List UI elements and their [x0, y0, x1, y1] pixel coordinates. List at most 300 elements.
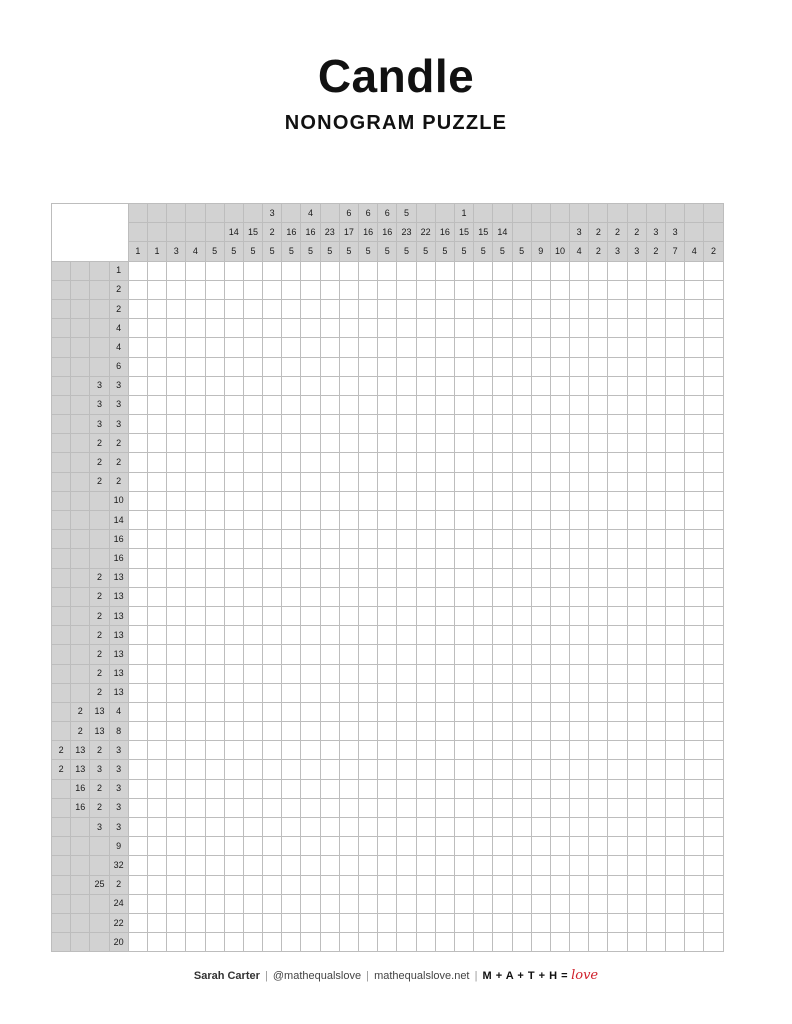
grid-cell[interactable]	[128, 913, 147, 932]
grid-cell[interactable]	[263, 779, 282, 798]
grid-cell[interactable]	[493, 376, 512, 395]
grid-cell[interactable]	[147, 606, 166, 625]
grid-cell[interactable]	[167, 722, 186, 741]
grid-cell[interactable]	[243, 472, 262, 491]
grid-cell[interactable]	[493, 587, 512, 606]
grid-cell[interactable]	[531, 856, 550, 875]
grid-cell[interactable]	[627, 933, 646, 952]
grid-cell[interactable]	[531, 453, 550, 472]
grid-cell[interactable]	[627, 606, 646, 625]
grid-cell[interactable]	[589, 606, 608, 625]
grid-cell[interactable]	[435, 549, 454, 568]
grid-cell[interactable]	[550, 741, 569, 760]
grid-cell[interactable]	[167, 818, 186, 837]
grid-cell[interactable]	[531, 913, 550, 932]
puzzle-row[interactable]	[52, 299, 724, 318]
puzzle-row[interactable]	[52, 606, 724, 625]
grid-cell[interactable]	[570, 299, 589, 318]
grid-cell[interactable]	[454, 530, 473, 549]
grid-cell[interactable]	[186, 280, 205, 299]
grid-cell[interactable]	[224, 875, 243, 894]
grid-cell[interactable]	[263, 702, 282, 721]
grid-cell[interactable]	[186, 760, 205, 779]
grid-cell[interactable]	[186, 894, 205, 913]
grid-cell[interactable]	[435, 626, 454, 645]
grid-cell[interactable]	[186, 568, 205, 587]
grid-cell[interactable]	[627, 280, 646, 299]
grid-cell[interactable]	[512, 626, 531, 645]
grid-cell[interactable]	[550, 376, 569, 395]
grid-cell[interactable]	[320, 683, 339, 702]
grid-cell[interactable]	[435, 280, 454, 299]
grid-cell[interactable]	[243, 511, 262, 530]
grid-cell[interactable]	[301, 722, 320, 741]
grid-cell[interactable]	[243, 933, 262, 952]
grid-cell[interactable]	[685, 933, 704, 952]
grid-cell[interactable]	[282, 395, 301, 414]
grid-cell[interactable]	[512, 798, 531, 817]
grid-cell[interactable]	[493, 606, 512, 625]
grid-cell[interactable]	[704, 683, 723, 702]
grid-cell[interactable]	[512, 568, 531, 587]
puzzle-row[interactable]	[52, 434, 724, 453]
grid-cell[interactable]	[570, 549, 589, 568]
grid-cell[interactable]	[627, 856, 646, 875]
grid-cell[interactable]	[531, 779, 550, 798]
grid-cell[interactable]	[570, 664, 589, 683]
grid-cell[interactable]	[320, 606, 339, 625]
nonogram-table[interactable]	[51, 203, 724, 952]
grid-cell[interactable]	[454, 645, 473, 664]
grid-cell[interactable]	[243, 798, 262, 817]
grid-cell[interactable]	[474, 530, 493, 549]
grid-cell[interactable]	[589, 415, 608, 434]
grid-cell[interactable]	[454, 626, 473, 645]
grid-cell[interactable]	[416, 453, 435, 472]
grid-cell[interactable]	[320, 453, 339, 472]
grid-cell[interactable]	[608, 837, 627, 856]
grid-cell[interactable]	[608, 798, 627, 817]
grid-cell[interactable]	[474, 280, 493, 299]
grid-cell[interactable]	[666, 818, 685, 837]
grid-cell[interactable]	[320, 664, 339, 683]
grid-cell[interactable]	[186, 434, 205, 453]
grid-cell[interactable]	[435, 606, 454, 625]
grid-cell[interactable]	[704, 645, 723, 664]
grid-cell[interactable]	[128, 280, 147, 299]
grid-cell[interactable]	[263, 683, 282, 702]
grid-cell[interactable]	[378, 280, 397, 299]
grid-cell[interactable]	[704, 357, 723, 376]
grid-cell[interactable]	[685, 280, 704, 299]
grid-cell[interactable]	[359, 549, 378, 568]
grid-cell[interactable]	[550, 722, 569, 741]
grid-cell[interactable]	[186, 645, 205, 664]
grid-cell[interactable]	[454, 395, 473, 414]
grid-cell[interactable]	[397, 837, 416, 856]
grid-cell[interactable]	[685, 511, 704, 530]
grid-cell[interactable]	[301, 875, 320, 894]
grid-cell[interactable]	[282, 683, 301, 702]
grid-cell[interactable]	[147, 434, 166, 453]
grid-cell[interactable]	[627, 837, 646, 856]
grid-cell[interactable]	[205, 568, 224, 587]
grid-cell[interactable]	[263, 913, 282, 932]
grid-cell[interactable]	[627, 434, 646, 453]
grid-cell[interactable]	[493, 702, 512, 721]
grid-cell[interactable]	[205, 933, 224, 952]
grid-cell[interactable]	[493, 722, 512, 741]
grid-cell[interactable]	[454, 434, 473, 453]
grid-cell[interactable]	[550, 511, 569, 530]
grid-cell[interactable]	[147, 376, 166, 395]
grid-cell[interactable]	[627, 472, 646, 491]
grid-cell[interactable]	[320, 837, 339, 856]
grid-cell[interactable]	[570, 779, 589, 798]
grid-cell[interactable]	[627, 261, 646, 280]
grid-cell[interactable]	[167, 415, 186, 434]
grid-cell[interactable]	[263, 606, 282, 625]
grid-cell[interactable]	[627, 664, 646, 683]
grid-cell[interactable]	[359, 511, 378, 530]
grid-cell[interactable]	[359, 376, 378, 395]
grid-cell[interactable]	[550, 299, 569, 318]
grid-cell[interactable]	[416, 645, 435, 664]
grid-cell[interactable]	[589, 511, 608, 530]
puzzle-row[interactable]	[52, 760, 724, 779]
grid-cell[interactable]	[320, 818, 339, 837]
grid-cell[interactable]	[474, 568, 493, 587]
grid-cell[interactable]	[493, 913, 512, 932]
grid-cell[interactable]	[320, 319, 339, 338]
grid-cell[interactable]	[531, 760, 550, 779]
grid-cell[interactable]	[589, 357, 608, 376]
grid-cell[interactable]	[435, 664, 454, 683]
grid-cell[interactable]	[435, 568, 454, 587]
grid-cell[interactable]	[704, 319, 723, 338]
grid-cell[interactable]	[224, 357, 243, 376]
grid-cell[interactable]	[512, 319, 531, 338]
grid-cell[interactable]	[589, 491, 608, 510]
grid-cell[interactable]	[186, 261, 205, 280]
grid-cell[interactable]	[550, 280, 569, 299]
grid-cell[interactable]	[512, 472, 531, 491]
grid-cell[interactable]	[474, 549, 493, 568]
puzzle-row[interactable]	[52, 415, 724, 434]
grid-cell[interactable]	[301, 280, 320, 299]
grid-cell[interactable]	[646, 664, 665, 683]
grid-cell[interactable]	[224, 472, 243, 491]
grid-cell[interactable]	[378, 376, 397, 395]
grid-cell[interactable]	[666, 933, 685, 952]
grid-cell[interactable]	[147, 760, 166, 779]
puzzle-row[interactable]	[52, 261, 724, 280]
grid-cell[interactable]	[167, 261, 186, 280]
grid-cell[interactable]	[646, 568, 665, 587]
grid-cell[interactable]	[243, 741, 262, 760]
grid-cell[interactable]	[128, 606, 147, 625]
grid-cell[interactable]	[128, 626, 147, 645]
grid-cell[interactable]	[167, 511, 186, 530]
grid-cell[interactable]	[301, 511, 320, 530]
grid-cell[interactable]	[243, 894, 262, 913]
grid-cell[interactable]	[685, 472, 704, 491]
grid-cell[interactable]	[454, 798, 473, 817]
grid-cell[interactable]	[301, 472, 320, 491]
grid-cell[interactable]	[205, 856, 224, 875]
grid-cell[interactable]	[205, 453, 224, 472]
grid-cell[interactable]	[205, 913, 224, 932]
grid-cell[interactable]	[608, 453, 627, 472]
grid-cell[interactable]	[243, 760, 262, 779]
grid-cell[interactable]	[186, 511, 205, 530]
grid-cell[interactable]	[224, 319, 243, 338]
grid-cell[interactable]	[666, 319, 685, 338]
puzzle-row[interactable]	[52, 549, 724, 568]
grid-cell[interactable]	[531, 741, 550, 760]
grid-cell[interactable]	[263, 664, 282, 683]
grid-cell[interactable]	[224, 741, 243, 760]
grid-cell[interactable]	[205, 645, 224, 664]
puzzle-row[interactable]	[52, 319, 724, 338]
grid-cell[interactable]	[435, 415, 454, 434]
grid-cell[interactable]	[205, 894, 224, 913]
grid-cell[interactable]	[243, 357, 262, 376]
grid-cell[interactable]	[243, 837, 262, 856]
grid-cell[interactable]	[128, 933, 147, 952]
grid-cell[interactable]	[550, 453, 569, 472]
grid-cell[interactable]	[474, 894, 493, 913]
grid-cell[interactable]	[454, 280, 473, 299]
grid-cell[interactable]	[627, 357, 646, 376]
grid-cell[interactable]	[397, 338, 416, 357]
grid-cell[interactable]	[531, 491, 550, 510]
grid-cell[interactable]	[627, 894, 646, 913]
grid-cell[interactable]	[608, 645, 627, 664]
grid-cell[interactable]	[224, 683, 243, 702]
grid-cell[interactable]	[147, 549, 166, 568]
grid-cell[interactable]	[263, 357, 282, 376]
grid-cell[interactable]	[224, 261, 243, 280]
grid-cell[interactable]	[608, 702, 627, 721]
grid-cell[interactable]	[147, 472, 166, 491]
grid-cell[interactable]	[147, 722, 166, 741]
grid-cell[interactable]	[397, 933, 416, 952]
grid-cell[interactable]	[493, 760, 512, 779]
grid-cell[interactable]	[263, 875, 282, 894]
grid-cell[interactable]	[608, 530, 627, 549]
grid-cell[interactable]	[147, 779, 166, 798]
grid-cell[interactable]	[186, 664, 205, 683]
grid-cell[interactable]	[282, 818, 301, 837]
grid-cell[interactable]	[512, 913, 531, 932]
grid-cell[interactable]	[435, 779, 454, 798]
grid-cell[interactable]	[512, 875, 531, 894]
grid-cell[interactable]	[454, 338, 473, 357]
grid-cell[interactable]	[282, 933, 301, 952]
grid-cell[interactable]	[359, 357, 378, 376]
puzzle-row[interactable]	[52, 683, 724, 702]
grid-cell[interactable]	[550, 568, 569, 587]
grid-cell[interactable]	[167, 875, 186, 894]
grid-cell[interactable]	[167, 549, 186, 568]
grid-cell[interactable]	[512, 530, 531, 549]
grid-cell[interactable]	[147, 741, 166, 760]
grid-cell[interactable]	[282, 856, 301, 875]
grid-cell[interactable]	[301, 415, 320, 434]
grid-cell[interactable]	[224, 549, 243, 568]
grid-cell[interactable]	[186, 606, 205, 625]
grid-cell[interactable]	[550, 395, 569, 414]
grid-cell[interactable]	[205, 779, 224, 798]
grid-cell[interactable]	[512, 818, 531, 837]
grid-cell[interactable]	[493, 319, 512, 338]
grid-cell[interactable]	[685, 453, 704, 472]
grid-cell[interactable]	[320, 913, 339, 932]
grid-cell[interactable]	[435, 894, 454, 913]
grid-cell[interactable]	[685, 587, 704, 606]
grid-cell[interactable]	[531, 472, 550, 491]
grid-cell[interactable]	[435, 491, 454, 510]
grid-cell[interactable]	[378, 511, 397, 530]
grid-cell[interactable]	[397, 511, 416, 530]
grid-cell[interactable]	[263, 376, 282, 395]
grid-cell[interactable]	[493, 933, 512, 952]
grid-cell[interactable]	[685, 376, 704, 395]
grid-cell[interactable]	[339, 818, 358, 837]
grid-cell[interactable]	[493, 395, 512, 414]
grid-cell[interactable]	[282, 779, 301, 798]
grid-cell[interactable]	[416, 376, 435, 395]
grid-cell[interactable]	[378, 760, 397, 779]
grid-cell[interactable]	[474, 779, 493, 798]
grid-cell[interactable]	[301, 837, 320, 856]
grid-cell[interactable]	[454, 606, 473, 625]
grid-cell[interactable]	[608, 933, 627, 952]
grid-cell[interactable]	[416, 933, 435, 952]
grid-cell[interactable]	[512, 395, 531, 414]
grid-cell[interactable]	[320, 741, 339, 760]
grid-cell[interactable]	[570, 453, 589, 472]
grid-cell[interactable]	[570, 338, 589, 357]
puzzle-row[interactable]	[52, 913, 724, 932]
grid-cell[interactable]	[339, 741, 358, 760]
grid-cell[interactable]	[167, 280, 186, 299]
grid-cell[interactable]	[282, 722, 301, 741]
grid-cell[interactable]	[320, 357, 339, 376]
puzzle-row[interactable]	[52, 818, 724, 837]
grid-cell[interactable]	[243, 645, 262, 664]
grid-cell[interactable]	[243, 415, 262, 434]
puzzle-row[interactable]	[52, 395, 724, 414]
grid-cell[interactable]	[474, 587, 493, 606]
grid-cell[interactable]	[550, 818, 569, 837]
grid-cell[interactable]	[320, 587, 339, 606]
grid-cell[interactable]	[646, 875, 665, 894]
grid-cell[interactable]	[646, 280, 665, 299]
grid-cell[interactable]	[589, 683, 608, 702]
grid-cell[interactable]	[263, 491, 282, 510]
grid-cell[interactable]	[570, 472, 589, 491]
grid-cell[interactable]	[704, 453, 723, 472]
grid-cell[interactable]	[531, 933, 550, 952]
grid-cell[interactable]	[224, 760, 243, 779]
grid-cell[interactable]	[205, 415, 224, 434]
grid-cell[interactable]	[435, 702, 454, 721]
grid-cell[interactable]	[205, 395, 224, 414]
grid-cell[interactable]	[263, 837, 282, 856]
grid-cell[interactable]	[531, 894, 550, 913]
grid-cell[interactable]	[243, 664, 262, 683]
grid-cell[interactable]	[378, 338, 397, 357]
grid-cell[interactable]	[512, 664, 531, 683]
grid-cell[interactable]	[589, 664, 608, 683]
grid-cell[interactable]	[167, 568, 186, 587]
puzzle-row[interactable]	[52, 491, 724, 510]
grid-cell[interactable]	[531, 875, 550, 894]
grid-cell[interactable]	[186, 818, 205, 837]
grid-cell[interactable]	[378, 741, 397, 760]
grid-cell[interactable]	[512, 549, 531, 568]
grid-cell[interactable]	[282, 894, 301, 913]
grid-cell[interactable]	[704, 741, 723, 760]
grid-cell[interactable]	[397, 779, 416, 798]
grid-cell[interactable]	[205, 338, 224, 357]
grid-cell[interactable]	[570, 818, 589, 837]
grid-cell[interactable]	[570, 741, 589, 760]
grid-cell[interactable]	[685, 530, 704, 549]
grid-cell[interactable]	[704, 760, 723, 779]
grid-cell[interactable]	[147, 798, 166, 817]
grid-cell[interactable]	[416, 779, 435, 798]
grid-cell[interactable]	[627, 319, 646, 338]
grid-cell[interactable]	[704, 722, 723, 741]
grid-cell[interactable]	[282, 626, 301, 645]
grid-cell[interactable]	[435, 837, 454, 856]
grid-cell[interactable]	[454, 491, 473, 510]
grid-cell[interactable]	[685, 434, 704, 453]
grid-cell[interactable]	[301, 261, 320, 280]
grid-cell[interactable]	[128, 376, 147, 395]
grid-cell[interactable]	[378, 798, 397, 817]
grid-cell[interactable]	[378, 434, 397, 453]
grid-cell[interactable]	[282, 913, 301, 932]
grid-cell[interactable]	[147, 913, 166, 932]
grid-cell[interactable]	[186, 530, 205, 549]
grid-cell[interactable]	[550, 357, 569, 376]
grid-cell[interactable]	[320, 280, 339, 299]
grid-cell[interactable]	[263, 395, 282, 414]
grid-cell[interactable]	[570, 280, 589, 299]
grid-cell[interactable]	[128, 875, 147, 894]
grid-cell[interactable]	[627, 568, 646, 587]
grid-cell[interactable]	[666, 568, 685, 587]
grid-cell[interactable]	[493, 280, 512, 299]
grid-cell[interactable]	[608, 280, 627, 299]
grid-cell[interactable]	[646, 491, 665, 510]
grid-cell[interactable]	[301, 702, 320, 721]
grid-cell[interactable]	[205, 491, 224, 510]
puzzle-row[interactable]	[52, 280, 724, 299]
grid-cell[interactable]	[128, 549, 147, 568]
grid-cell[interactable]	[704, 415, 723, 434]
grid-cell[interactable]	[224, 856, 243, 875]
grid-cell[interactable]	[531, 587, 550, 606]
grid-cell[interactable]	[704, 530, 723, 549]
grid-cell[interactable]	[493, 626, 512, 645]
grid-cell[interactable]	[435, 511, 454, 530]
grid-cell[interactable]	[666, 722, 685, 741]
